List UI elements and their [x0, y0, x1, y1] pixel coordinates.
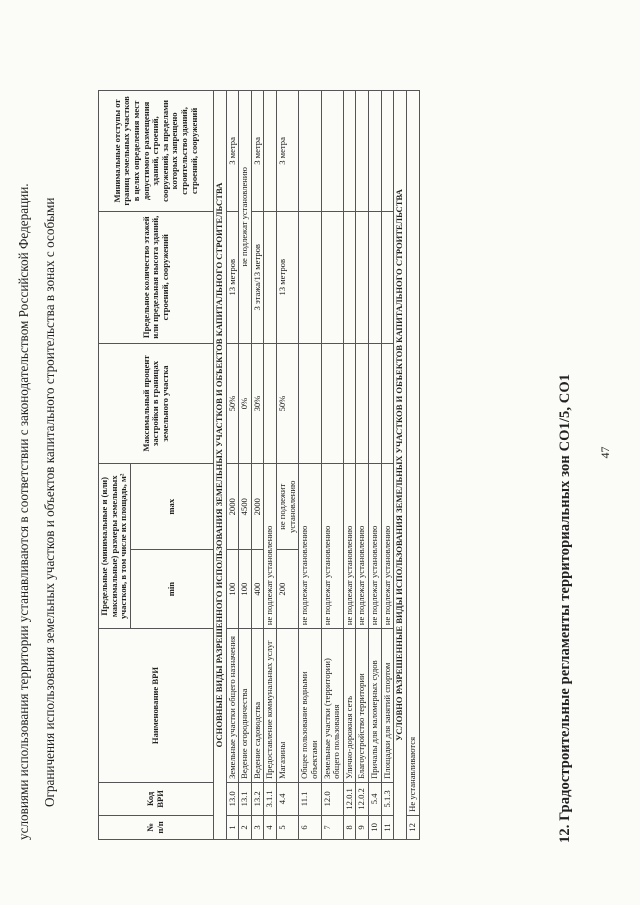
cell-min: 200 [277, 550, 299, 629]
section-row-conditional [394, 91, 407, 840]
header-name: Наименование ВРИ [99, 629, 214, 783]
cell-percent [321, 343, 343, 464]
cell-num: 2 [239, 815, 252, 839]
cell-floors [381, 211, 394, 343]
header-floors: Предельное количество этажей или предельная высота зданий, строений, сооружений [99, 211, 214, 343]
table-row [343, 91, 356, 840]
cell-floors [264, 211, 277, 343]
table-row [406, 91, 419, 840]
cell-percent: 30% [251, 343, 264, 464]
cell-num: 7 [321, 815, 343, 839]
cell-area: не подлежат установлению [299, 464, 321, 629]
cell-area: не подлежат установлению [321, 464, 343, 629]
cell-percent: 50% [226, 343, 239, 464]
cell-floors: 3 этажа/13 метров [251, 211, 264, 343]
cell-area: не подлежат установлению [369, 464, 382, 629]
cell-name: Причалы для маломерных судов [369, 629, 382, 783]
note-line-1: Ограничения использования земельных участков и объектов капитального строительства в зонах с особыми [42, 197, 57, 807]
cell-setback [264, 91, 277, 212]
page-number: 47 [598, 446, 612, 459]
cell-code: 11.1 [299, 782, 321, 815]
cell-code: 12.0.2 [356, 782, 369, 815]
cell-num: 3 [251, 815, 264, 839]
cell-num: 9 [356, 815, 369, 839]
header-percent: Максимальный процент застройки в границах земельного участка [99, 343, 214, 464]
cell-percent [356, 343, 369, 464]
cell-num: 11 [381, 815, 394, 839]
cell-name: Благоустройство территории [356, 629, 369, 783]
cell-name: Улично-дорожная сеть [343, 629, 356, 783]
header-code: Код ВРИ [99, 782, 214, 815]
cell-percent [369, 343, 382, 464]
table-row [356, 91, 369, 840]
cell-code: 5.4 [369, 782, 382, 815]
cell-name: Магазины [277, 629, 299, 783]
cell-percent: 50% [277, 343, 299, 464]
cell-name: Площадки для занятий спортом [381, 629, 394, 783]
cell-setback [343, 91, 356, 212]
table-row [369, 91, 382, 840]
cell-setback [369, 91, 382, 212]
cell-setback [299, 91, 321, 212]
table-row [264, 91, 277, 840]
cell-code: 12.0 [321, 782, 343, 815]
cell-merged-not-set: не подлежат установлению [239, 91, 252, 344]
cell-name: Земельные участки общего назначения [226, 629, 239, 783]
note-line-2: условиями использования территории устанавливаются в соответствии с законодательством Российской Федерации. [16, 183, 31, 840]
cell-area: не подлежат установлению [381, 464, 394, 629]
cell-num: 8 [343, 815, 356, 839]
regulations-table [98, 90, 420, 840]
cell-code: 13.1 [239, 782, 252, 815]
table-header-row [99, 91, 131, 840]
cell-setback [321, 91, 343, 212]
cell-setback: 3 метра [251, 91, 264, 212]
cell-max: 2000 [226, 464, 239, 550]
cell-code: 5.1.3 [381, 782, 394, 815]
section-conditional-label: УСЛОВНО РАЗРЕШЕННЫЕ ВИДЫ ИСПОЛЬЗОВАНИЯ ЗЕМЕЛЬНЫХ УЧАСТКОВ И ОБЪЕКТОВ КАПИТАЛЬНОГО СТРОИТЕЛЬСТВА [394, 91, 407, 840]
cell-max: 2000 [251, 464, 264, 550]
table-row [299, 91, 321, 840]
table-row [226, 91, 239, 840]
cell-floors [321, 211, 343, 343]
header-setback: Минимальные отступы от границ земельных участков в целях определения мест допустимого размещения зданий, строений, сооружений, за пределами которых запрещено строительство зданий, строений, сооружений [99, 91, 214, 212]
cell-code: 3.1.1 [264, 782, 277, 815]
cell-floors [299, 211, 321, 343]
header-area: Предельные (минимальные и (или) максимальные) размеры земельных участков, в том числе их площадь, м² [99, 464, 131, 629]
cell-name: Общее пользование водными объектами [299, 629, 321, 783]
cell-floors [369, 211, 382, 343]
cell-setback [381, 91, 394, 212]
cell-percent [343, 343, 356, 464]
cell-max: 4500 [239, 464, 252, 550]
table-row [251, 91, 264, 840]
table-row [239, 91, 252, 840]
cell-num: 5 [277, 815, 299, 839]
cell-floors: 13 метров [226, 211, 239, 343]
cell-min: 100 [239, 550, 252, 629]
cell-code: 13.0 [226, 782, 239, 815]
cell-name: Ведение огородничества [239, 629, 252, 783]
cell-floors [356, 211, 369, 343]
cell-max: не подлежит установлению [277, 464, 299, 550]
cell-code: 12.0.1 [343, 782, 356, 815]
cell-code: 4.4 [277, 782, 299, 815]
cell-floors [343, 211, 356, 343]
cell-percent [264, 343, 277, 464]
cell-num: 12 [406, 815, 419, 839]
cell-percent [381, 343, 394, 464]
cell-area: не подлежат установлению [343, 464, 356, 629]
cell-area: не подлежат установлению [264, 464, 277, 629]
table-row [321, 91, 343, 840]
cell-code: 13.2 [251, 782, 264, 815]
cell-percent [299, 343, 321, 464]
cell-name: Ведение садоводства [251, 629, 264, 783]
header-min: min [130, 550, 213, 629]
cell-floors: 13 метров [277, 211, 299, 343]
table-row [277, 91, 299, 840]
cell-setback: 3 метра [277, 91, 299, 212]
cell-name: Предоставление коммунальных услуг [264, 629, 277, 783]
header-max: max [130, 464, 213, 550]
cell-min: 400 [251, 550, 264, 629]
cell-num: 6 [299, 815, 321, 839]
section-main-label: ОСНОВНЫЕ ВИДЫ РАЗРЕШЕННОГО ИСПОЛЬЗОВАНИЯ ЗЕМЕЛЬНЫХ УЧАСТКОВ И ОБЪЕКТОВ КАПИТАЛЬНОГО СТРОИТЕЛЬСТВА [213, 91, 226, 840]
cell-num: 4 [264, 815, 277, 839]
cell-area: не подлежат установлению [356, 464, 369, 629]
page-title: 12. Градостроительные регламенты территориальных зон СО1/5, СО1 [557, 373, 573, 843]
cell-num: 1 [226, 815, 239, 839]
cell-percent: 0% [239, 343, 252, 464]
cell-setback [356, 91, 369, 212]
cell-min: 100 [226, 550, 239, 629]
cell-num: 10 [369, 815, 382, 839]
cell-name: Земельные участки (территории) общего пользования [321, 629, 343, 783]
cell-setback: 3 метра [226, 91, 239, 212]
section-row-main [213, 91, 226, 840]
table-row [381, 91, 394, 840]
header-num: № п/п [99, 815, 214, 839]
cell-not-established: Не устанавливаются [406, 91, 419, 816]
